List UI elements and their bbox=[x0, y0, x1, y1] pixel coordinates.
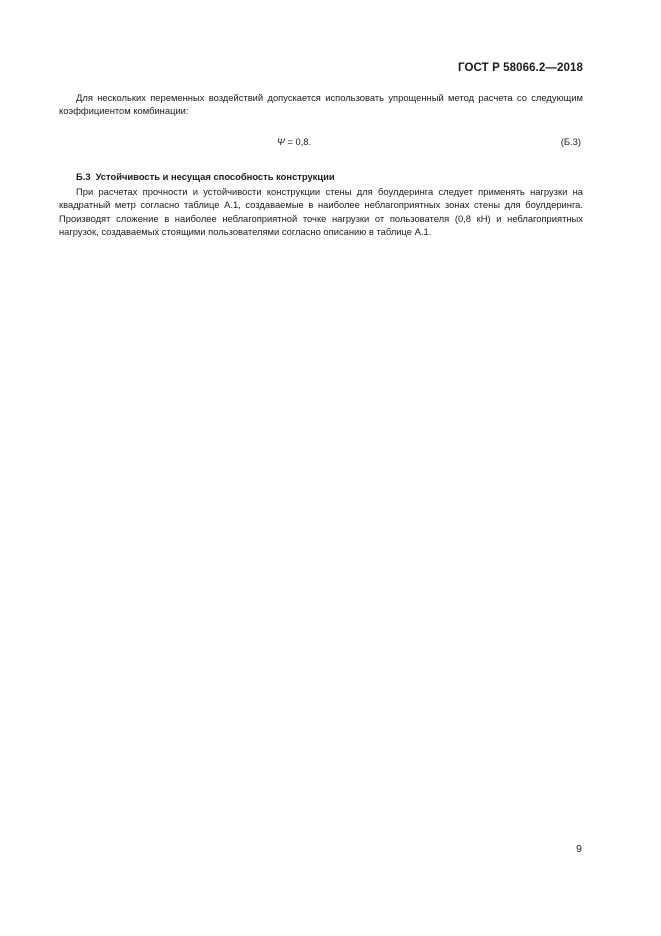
formula-row bbox=[59, 136, 583, 150]
document-header: ГОСТ Р 58066.2—2018 bbox=[458, 62, 583, 74]
equation-number: (Б.3) bbox=[560, 136, 581, 147]
section-body-block bbox=[59, 185, 583, 239]
section-heading bbox=[76, 171, 335, 182]
intro-text-block bbox=[59, 91, 583, 118]
formula-expression: = 0,8. bbox=[284, 136, 312, 147]
section-number: Б.3 bbox=[76, 171, 91, 182]
formula-symbol: Ψ bbox=[277, 136, 285, 147]
page-number: 9 bbox=[576, 843, 582, 855]
intro-paragraph: Для нескольких переменных воздействий допускается использовать упрощенный метод расчета со следующим коэффициентом комбинации: bbox=[59, 92, 583, 117]
section-title: Устойчивость и несущая способность конструкции bbox=[95, 171, 335, 182]
formula bbox=[277, 136, 311, 147]
section-paragraph: При расчетах прочности и устойчивости конструкции стены для боулдеринга следует применять нагрузки на квадратный метр согласно таблице А.1, создаваемые в наиболее неблагоприятных зонах стены для боулдеринга. Производят сложение в наиболее неблагоприятной точке нагрузки от пользователя (0,8 кН) и неблагоприятных нагрузок, создаваемых стоящими пользователями согласно описанию в таблице А.1. bbox=[59, 186, 583, 238]
